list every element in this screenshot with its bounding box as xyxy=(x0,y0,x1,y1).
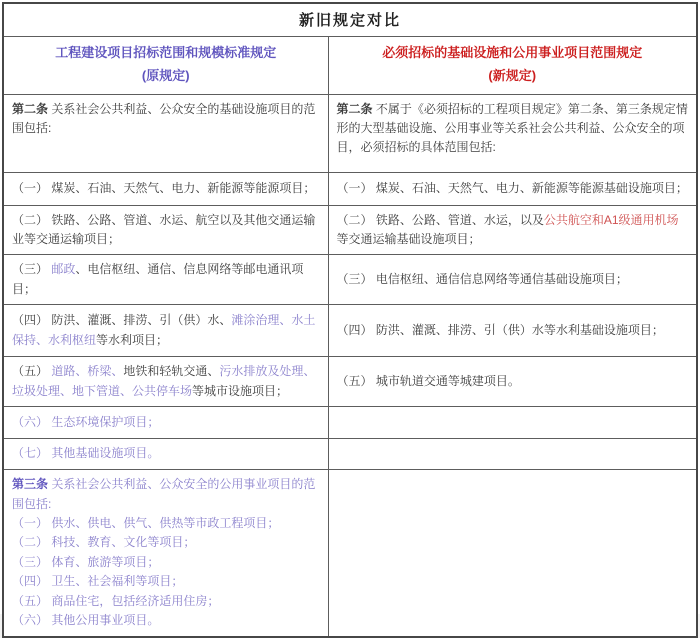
text-segment: （三） 电信枢纽、通信信息网络等通信基础设施项目； xyxy=(336,272,628,287)
cell-line xyxy=(337,321,690,340)
cell-line xyxy=(12,260,321,299)
text-segment: （四） 防洪、灌溉、排涝、引（供）水、 xyxy=(12,313,232,328)
new-regulation-cell xyxy=(328,94,697,172)
text-segment: 公共航空和A1级通用机场 xyxy=(543,212,679,227)
table-body xyxy=(3,94,697,637)
text-segment: （四） 卫生、社会福利等项目； xyxy=(12,574,184,589)
text-segment: 等水利项目； xyxy=(96,332,169,347)
text-segment: 邮政 xyxy=(51,262,76,277)
cell-line xyxy=(337,211,690,250)
old-regulation-cell xyxy=(3,172,328,205)
text-segment: 不属于《必须招标的工程项目规定》第二条、第三条规定情形的大型基础设施、公用事业等关系社会公共利益、公众安全的项目，必须招标的具体范围包括: xyxy=(336,101,688,155)
old-regulation-cell xyxy=(3,407,328,439)
new-regulation-cell xyxy=(328,439,697,470)
cell-line xyxy=(12,553,321,572)
text-segment: （一） 供水、供电、供气、供热等市政工程项目； xyxy=(12,516,280,530)
cell-line xyxy=(12,611,321,630)
new-regulation-cell xyxy=(328,305,697,357)
text-segment: （二） 铁路、公路、管道、水运、航空以及其他交通运输业等交通运输项目； xyxy=(12,212,316,246)
text-segment: 第二条 xyxy=(12,101,49,116)
text-segment: 道路、桥梁、 xyxy=(51,364,124,379)
old-regulation-cell xyxy=(3,205,328,255)
text-segment: （五） xyxy=(12,364,52,379)
text-segment: 关系社会公共利益、公众安全的公用事业项目的范围包括: xyxy=(12,477,316,511)
text-segment: 、电信枢纽、通信、信息网络等邮电通讯项目； xyxy=(12,262,304,296)
title-row xyxy=(3,3,697,36)
text-segment: （四） 防洪、灌溉、排涝、引（供）水等水利基础设施项目； xyxy=(336,323,664,338)
cell-line xyxy=(337,270,690,289)
old-regulation-cell xyxy=(3,470,328,637)
text-segment: 污水排放及处理、垃圾处理、地下管道、公共停车场 xyxy=(12,364,316,398)
column-header-old xyxy=(3,36,328,94)
cell-line xyxy=(12,572,321,591)
new-regulation-cell xyxy=(328,255,697,305)
text-segment: 滩涂治理、水土保持、水利枢纽 xyxy=(12,313,316,347)
table-row xyxy=(3,407,697,439)
cell-line xyxy=(12,475,321,514)
text-segment: （三） 体育、旅游等项目； xyxy=(12,554,160,569)
old-regulation-cell xyxy=(3,94,328,172)
text-segment: 关系社会公共利益、公众安全的基础设施项目的范围包括: xyxy=(12,101,316,135)
text-segment: （二） 铁路、公路、管道、水运，以及 xyxy=(336,212,544,227)
old-regulation-cell xyxy=(3,439,328,470)
text-segment: （五） 城市轨道交通等城建项目。 xyxy=(336,373,520,388)
cell-line xyxy=(12,533,321,552)
table-row xyxy=(3,357,697,407)
table-row xyxy=(3,439,697,470)
text-segment: （一） 煤炭、石油、天然气、电力、新能源等能源基础设施项目； xyxy=(336,180,688,195)
table-row xyxy=(3,94,697,172)
text-segment: 第三条 xyxy=(12,477,49,492)
text-segment: （六） 其他公用事业项目。 xyxy=(12,613,160,628)
table-row xyxy=(3,305,697,357)
new-regulation-cell xyxy=(328,470,697,637)
new-regulation-cell xyxy=(328,407,697,439)
cell-line xyxy=(12,211,321,250)
column-header-row xyxy=(3,36,697,94)
cell-line xyxy=(12,362,321,401)
new-regulation-cell xyxy=(328,357,697,407)
old-column-title: 工程建设项目招标范围和规模标准规定 xyxy=(55,45,277,61)
cell-line xyxy=(12,100,321,139)
new-column-subtitle: (新规定) xyxy=(488,68,537,83)
cell-line xyxy=(12,413,321,432)
text-segment: （五） 商品住宅，包括经济适用住房； xyxy=(12,593,220,608)
old-regulation-cell xyxy=(3,305,328,357)
cell-line xyxy=(337,100,690,158)
comparison-table xyxy=(2,2,698,638)
table-row xyxy=(3,255,697,305)
column-header-new xyxy=(328,36,697,94)
new-column-title: 必须招标的基础设施和公用事业项目范围规定 xyxy=(382,45,643,61)
page-title: 新旧规定对比 xyxy=(3,3,697,36)
cell-line xyxy=(12,179,321,198)
text-segment: 第二条 xyxy=(336,101,373,116)
text-segment: （二） 科技、教育、文化等项目； xyxy=(12,535,196,550)
new-regulation-cell xyxy=(328,205,697,255)
text-segment: 地铁和轻轨交通、 xyxy=(123,364,220,379)
old-regulation-cell xyxy=(3,255,328,305)
text-segment: （三） xyxy=(12,262,52,277)
text-segment: （一） 煤炭、石油、天然气、电力、新能源等能源项目； xyxy=(12,180,316,195)
table-row xyxy=(3,205,697,255)
old-regulation-cell xyxy=(3,357,328,407)
text-segment: （六） 生态环境保护项目； xyxy=(12,414,160,429)
cell-line xyxy=(12,311,321,350)
table-row xyxy=(3,470,697,637)
cell-line xyxy=(337,179,690,198)
cell-line xyxy=(12,592,321,611)
new-regulation-cell xyxy=(328,172,697,205)
table-row xyxy=(3,172,697,205)
text-segment: 等交通运输基础设施项目； xyxy=(336,231,481,246)
cell-line xyxy=(12,444,321,463)
cell-line xyxy=(337,372,690,391)
cell-line xyxy=(12,514,321,533)
old-column-subtitle: (原规定) xyxy=(141,68,190,83)
text-segment: （七） 其他基础设施项目。 xyxy=(12,446,160,461)
text-segment: 等城市设施项目； xyxy=(192,383,289,398)
